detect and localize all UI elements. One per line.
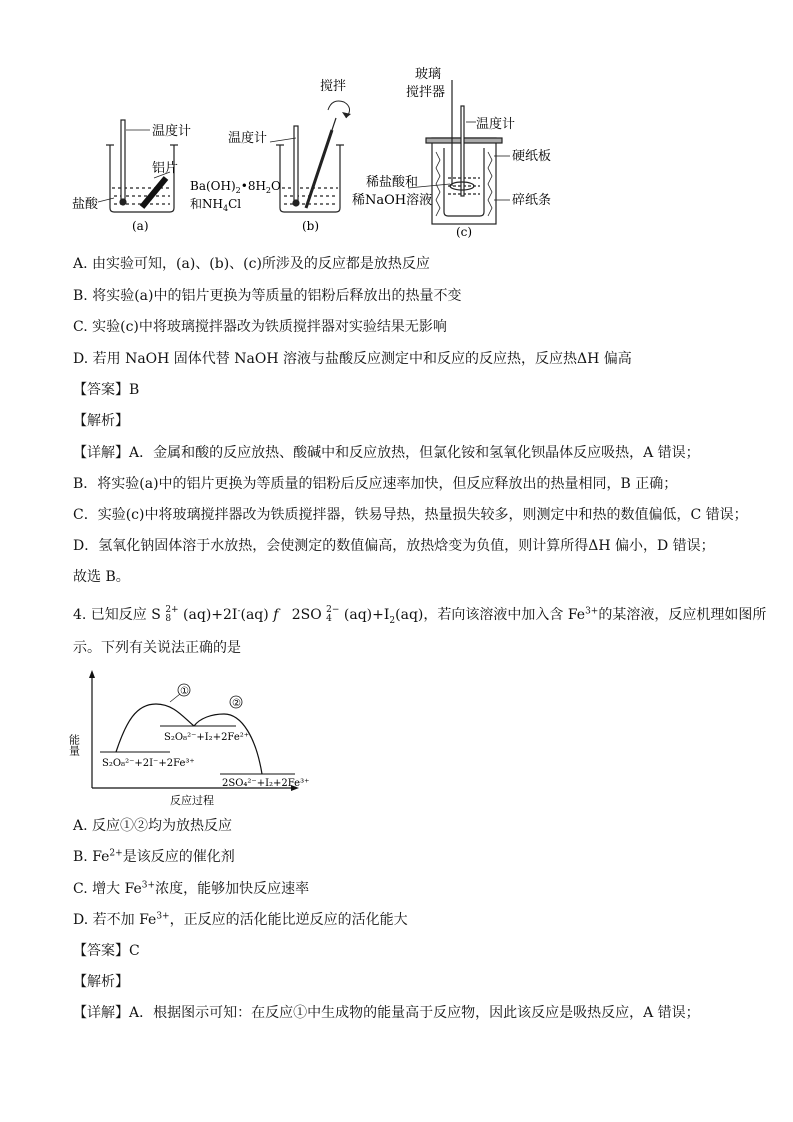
label-dilute-2: 稀NaOH溶液 [352, 193, 433, 208]
product-label: 2SO₄²⁻+I₂+2Fe³⁺ [222, 778, 310, 789]
reactant-label: S₂O₈²⁻+2I⁻+2Fe³⁺ [102, 758, 195, 769]
q4-detail-1: 【详解】A．根据图示可知：在反应①中生成物的能量高于反应物，因此该反应是吸热反应，A 错误； [73, 1005, 700, 1021]
caption-a: (a) [132, 219, 149, 233]
answer-tag: 【答案】 [73, 943, 129, 959]
q4-answer [73, 941, 140, 961]
caption-c: (c) [456, 225, 473, 239]
q4-stem-line-1: 4. 已知反应 S 2+ 8 (aq)+2I-(aq) f 2SO 2− 4 $(aq)+I_2(aq)$，若向该溶液中加入含 $Fe^{3+}$的某溶液，反应机理如图所 [73, 605, 767, 626]
q3-detail-3: C．实验(c)中将玻璃搅拌器改为铁质搅拌器，铁易导热，热量损失较多，则测定中和热的数值偏低，C 错误； [73, 507, 748, 523]
label-cardboard: 硬纸板 [512, 149, 552, 164]
label-thermometer-a: 温度计 [152, 124, 192, 139]
label-nh4cl: 和$NH_4Cl$ [190, 197, 242, 213]
caption-b: (b) [302, 219, 320, 233]
q3-answer [73, 380, 139, 400]
q4-option-a: A. 反应①②均为放热反应 [73, 818, 233, 834]
q3-option-b: B. 将实验(a)中的铝片更换为等质量的铝粉后释放出的热量不变 [73, 288, 462, 304]
peak-2-curve [194, 714, 262, 774]
label-glass-stirrer-1: 玻璃 [415, 67, 442, 82]
q3-option-a: A. 由实验可知，(a)、(b)、(c)所涉及的反应都是放热反应 [73, 256, 430, 272]
answer-value: B [129, 382, 140, 398]
aluminum-strip [142, 178, 166, 207]
q4-option-b: B. $Fe^{2+}$是该反应的催化剂 [73, 848, 235, 865]
x-axis-label: 反应过程 [170, 794, 214, 807]
label-baoh: $Ba(OH)_2•8H_2O$ [190, 179, 281, 195]
answer-value: C [129, 943, 140, 959]
q4-stem-line-2: 示。下列有关说法正确的是 [73, 640, 241, 656]
label-thermometer-c: 温度计 [476, 117, 516, 132]
peak-1-curve [116, 704, 194, 752]
calorimeter-c [426, 80, 502, 224]
q4-option-c: C. 增大 $Fe^{3+}$浓度，能够加快反应速率 [73, 880, 310, 897]
label-thermometer-b: 温度计 [228, 131, 268, 146]
q4-analysis-tag: 【解析】 [73, 974, 129, 990]
intermediate-label: S₂O₈²⁻+I₂+2Fe²⁺ [164, 732, 250, 743]
q3-analysis-tag: 【解析】 [73, 413, 129, 429]
q3-detail-1: 【详解】A．金属和酸的反应放热、酸碱中和反应放热，但氯化铵和氢氧化钡晶体反应吸热，A 错误； [73, 445, 700, 461]
q4-option-d: D. 若不加 $Fe^{3+}$，正反应的活化能比逆反应的活化能大 [73, 911, 408, 928]
beaker-b [276, 118, 344, 212]
q3-option-d: D. 若用 NaOH 固体代替 NaOH 溶液与盐酸反应测定中和反应的反应热，反应热ΔH 偏高 [73, 351, 632, 367]
peak-1-marker: ① [180, 686, 189, 697]
label-dilute-1: 稀盐酸和 [366, 175, 419, 190]
peak-2-marker: ② [232, 698, 241, 709]
q3-option-c: C. 实验(c)中将玻璃搅拌器改为铁质搅拌器对实验结果无影响 [73, 319, 447, 335]
label-aluminum: 铝片 [152, 161, 179, 176]
label-stir: 搅拌 [320, 79, 347, 94]
label-hcl: 盐酸 [72, 197, 99, 212]
answer-tag: 【答案】 [73, 382, 129, 398]
q3-detail-5: 故选 B。 [73, 569, 130, 585]
label-glass-stirrer-2: 搅拌器 [406, 85, 446, 100]
q3-detail-4: D．氢氧化钠固体溶于水放热，会使测定的数值偏高，放热焓变为负值，则计算所得ΔH 偏小，D 错误； [73, 538, 715, 554]
q3-detail-2: B．将实验(a)中的铝片更换为等质量的铝粉后反应速率加快，但反应释放出的热量相同，B 正确； [73, 476, 678, 492]
energy-profile-diagram [67, 668, 330, 808]
apparatus-figure [70, 60, 730, 240]
label-scraps: 碎纸条 [512, 193, 552, 208]
y-axis-label: 能量 [67, 734, 81, 756]
